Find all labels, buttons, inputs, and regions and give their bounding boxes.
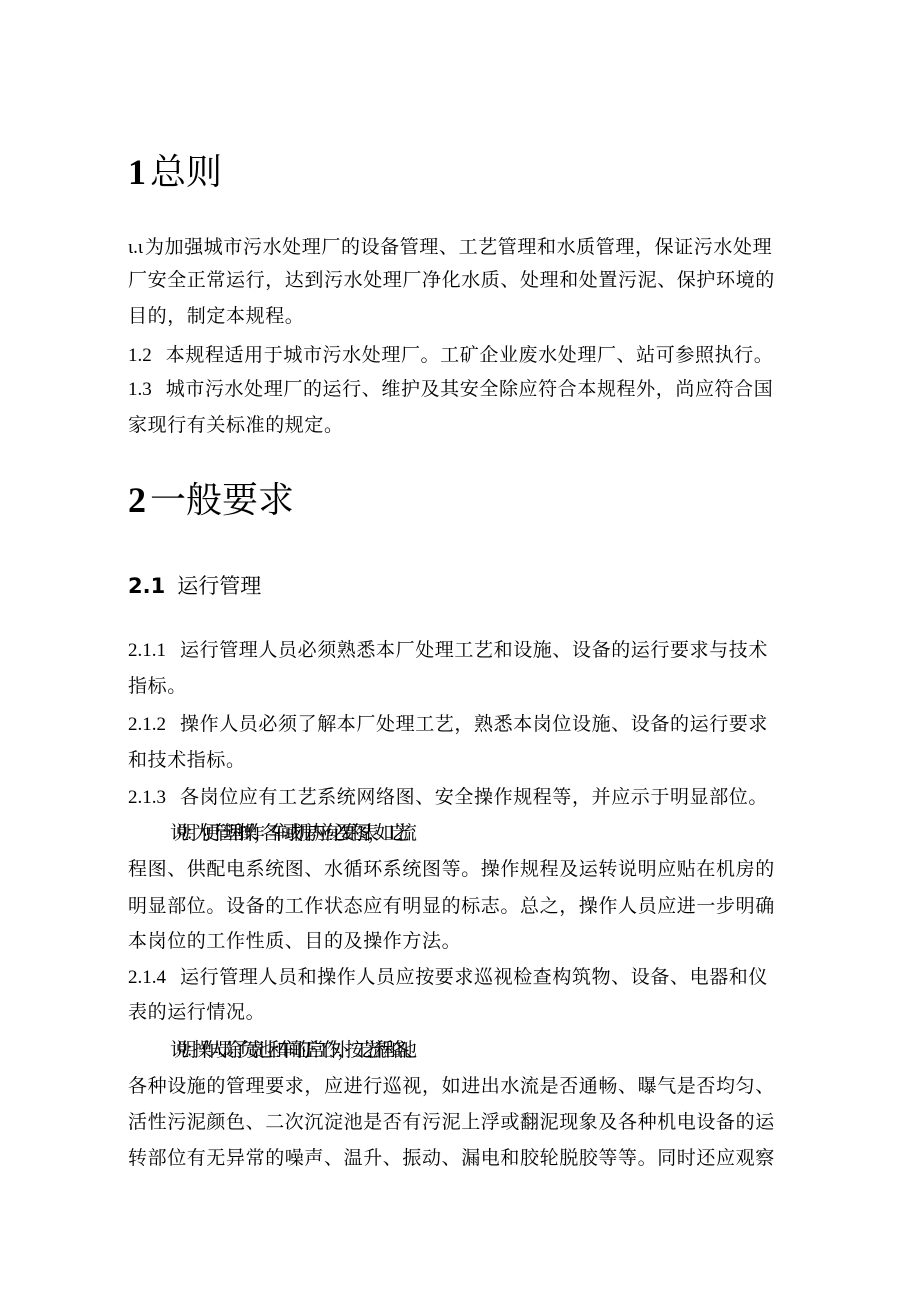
line-text: 城市污水处理厂的运行、维护及其安全除应符合本规程外，尚应符合国: [165, 378, 774, 400]
subsection-number: 2.1: [128, 574, 166, 598]
section-1-heading: [128, 150, 222, 195]
note-line: [170, 1035, 840, 1065]
line-text: 本规程适用于城市污水处理厂。工矿企业废水处理厂、站可参照执行。: [165, 344, 774, 366]
note-line: [128, 926, 798, 956]
note-line: [170, 818, 840, 848]
note-line: [128, 1143, 798, 1173]
clause-number: 2.1.4: [128, 967, 166, 988]
line-text: 指标。: [128, 675, 187, 697]
section-2-title: 一般要求: [150, 480, 295, 521]
clause-number: 1.3: [128, 379, 152, 400]
paragraph-line: [128, 962, 798, 993]
line-text: 转部位有无异常的噪声、温升、振动、漏电和胶轮脱胶等等。同时还应观察: [128, 1147, 775, 1169]
paragraph-line: [128, 340, 798, 371]
paragraph-line: [128, 671, 798, 701]
paragraph-line: [128, 745, 798, 775]
paragraph-line: [128, 301, 798, 331]
paragraph-line: [128, 997, 798, 1027]
clause-number: 2.1.3: [128, 787, 166, 808]
paragraph-line: [128, 232, 798, 263]
section-1-number: 1: [128, 152, 146, 192]
section-2-heading: [128, 478, 294, 523]
clause-number: 1.2: [128, 345, 152, 366]
paragraph-line: [128, 635, 798, 666]
line-text: 为加强城市污水处理厂的设备管理、工艺管理和水质管理，保证污水处理: [144, 236, 773, 258]
note-line: [128, 1107, 798, 1137]
paragraph-line: [128, 410, 798, 440]
line-text: 操作人员必须了解本厂处理工艺，熟悉本岗位设施、设备的运行要求: [180, 713, 769, 735]
line-text: 表的运行情况。: [128, 1001, 266, 1023]
subsection-2-1-heading: [128, 571, 261, 601]
clause-number: 2.1.2: [128, 714, 166, 735]
note-line: [128, 1071, 798, 1101]
line-text: 厂安全正常运行，达到污水处理厂净化水质、处理和处置污泥、保护环境的: [128, 269, 775, 291]
line-text: 目的，制定本规程。: [128, 305, 305, 327]
line-text: 运行管理人员必须熟悉本厂处理工艺和设施、设备的运行要求与技术: [180, 639, 769, 661]
line-text: 程图、供配电系统图、水循环系统图等。操作规程及运转说明应贴在机房的: [128, 858, 775, 880]
line-text: 家现行有关标准的规定。: [128, 414, 344, 436]
section-2-number: 2: [128, 480, 146, 520]
note-line: [128, 854, 798, 884]
line-text: 本岗位的工作性质、目的及操作方法。: [128, 930, 462, 952]
paragraph-line: [128, 374, 798, 405]
paragraph-line: [128, 782, 798, 813]
line-text: 运行管理人员和操作人员应按要求巡视检查构筑物、设备、电器和仪: [180, 966, 769, 988]
paragraph-line: [128, 265, 798, 295]
subsection-title: 运行管理: [177, 574, 262, 598]
line-text: 明显部位。设备的工作状态应有明显的标志。总之，操作人员应进一步明确: [128, 895, 775, 917]
line-text: 和技术指标。: [128, 749, 246, 771]
clause-number: 2.1.1: [128, 640, 166, 661]
section-1-title: 总则: [150, 152, 223, 193]
line-text: 各种设施的管理要求，应进行巡视，如进出水流是否通畅、曝气是否均匀、: [128, 1075, 775, 1097]
line-text: 说明：为便于管理和操作，各车间或机房内应有必要的图表，如工艺流: [170, 822, 406, 844]
note-line: [128, 891, 798, 921]
line-text: 各岗位应有工艺系统网络图、安全操作规程等，并应示于明显部位。: [180, 786, 769, 808]
paragraph-line: [128, 709, 798, 740]
clause-number: ι.ι: [128, 237, 143, 258]
line-text: 说明：操作人员除了负责池上和车间的正常工作外，按工艺流程和各池、: [170, 1039, 414, 1061]
line-text: 活性污泥颜色、二次沉淀池是否有污泥上浮或翻泥现象及各种机电设备的运: [128, 1111, 775, 1133]
